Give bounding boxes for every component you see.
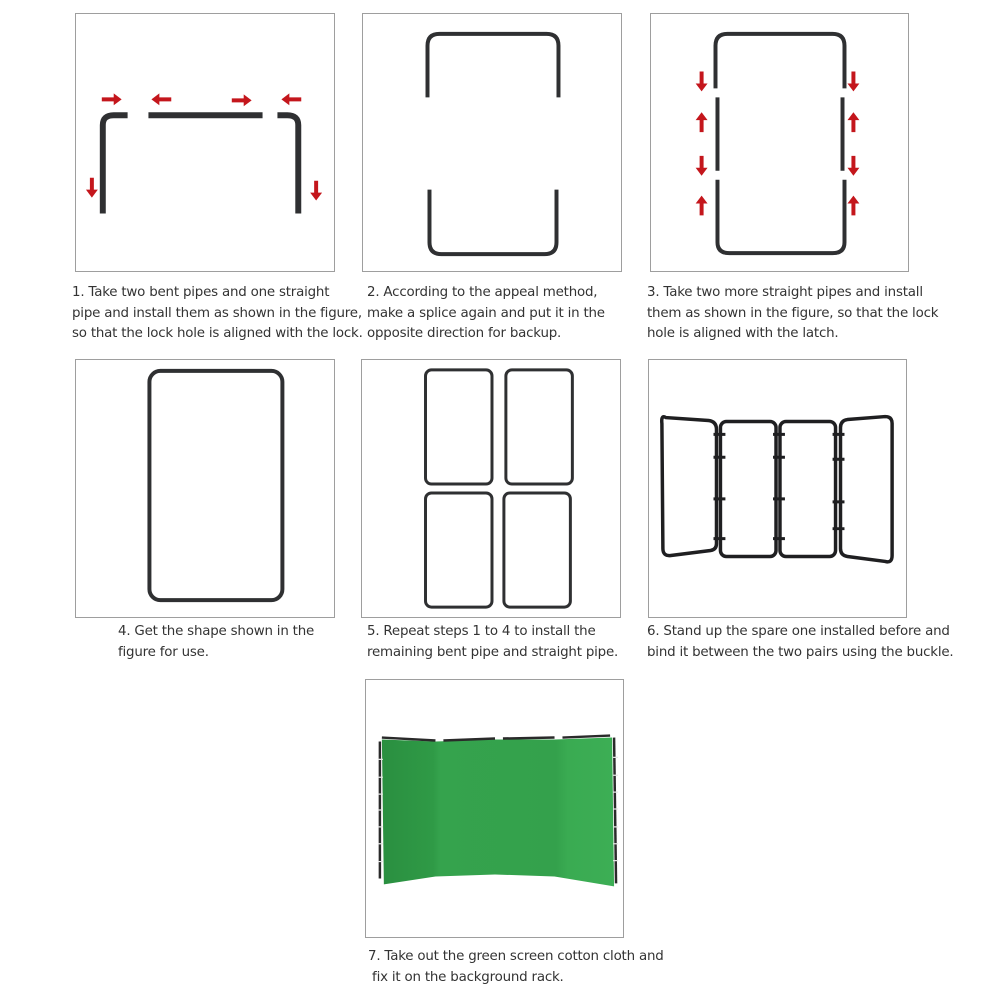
- step-6-caption: 6. Stand up the spare one installed before and bind it between the two pairs using the buckle.: [647, 624, 954, 660]
- step-4-figure: [75, 359, 335, 618]
- step-2-figure: [362, 13, 622, 272]
- step-2-caption: 2. According to the appeal method, make a splice again and put it in the opposite direction for backup.: [367, 285, 605, 341]
- frame-with-arrows-illustration: [651, 14, 908, 271]
- step-5-caption: 5. Repeat steps 1 to 4 to install the remaining bent pipe and straight pipe.: [367, 624, 619, 660]
- step-3-caption: 3. Take two more straight pipes and install them as shown in the figure, so that the lock hole is aligned with the latch.: [647, 285, 939, 341]
- standing-frames-illustration: [649, 360, 906, 617]
- step-1-caption: 1. Take two bent pipes and one straight pipe and install them as shown in the figure, so that the lock hole is aligned with the lock.: [72, 285, 363, 341]
- step-4-caption: 4. Get the shape shown in the figure for use.: [118, 624, 315, 660]
- step-7-caption: 7. Take out the green screen cotton cloth and fix it on the background rack.: [368, 949, 664, 985]
- step-7-figure: [365, 679, 624, 938]
- step-6-figure: [648, 359, 907, 618]
- four-frames-illustration: [362, 360, 620, 617]
- arrow-icons: [86, 93, 322, 200]
- pipes-arrows-illustration: [76, 14, 334, 271]
- arrow-icons: [696, 72, 860, 216]
- step-5-figure: [361, 359, 621, 618]
- u-frames-illustration: [363, 14, 621, 271]
- green-screen-illustration: [366, 680, 623, 937]
- step-1-figure: [75, 13, 335, 272]
- single-frame-illustration: [76, 360, 334, 617]
- step-3-figure: [650, 13, 909, 272]
